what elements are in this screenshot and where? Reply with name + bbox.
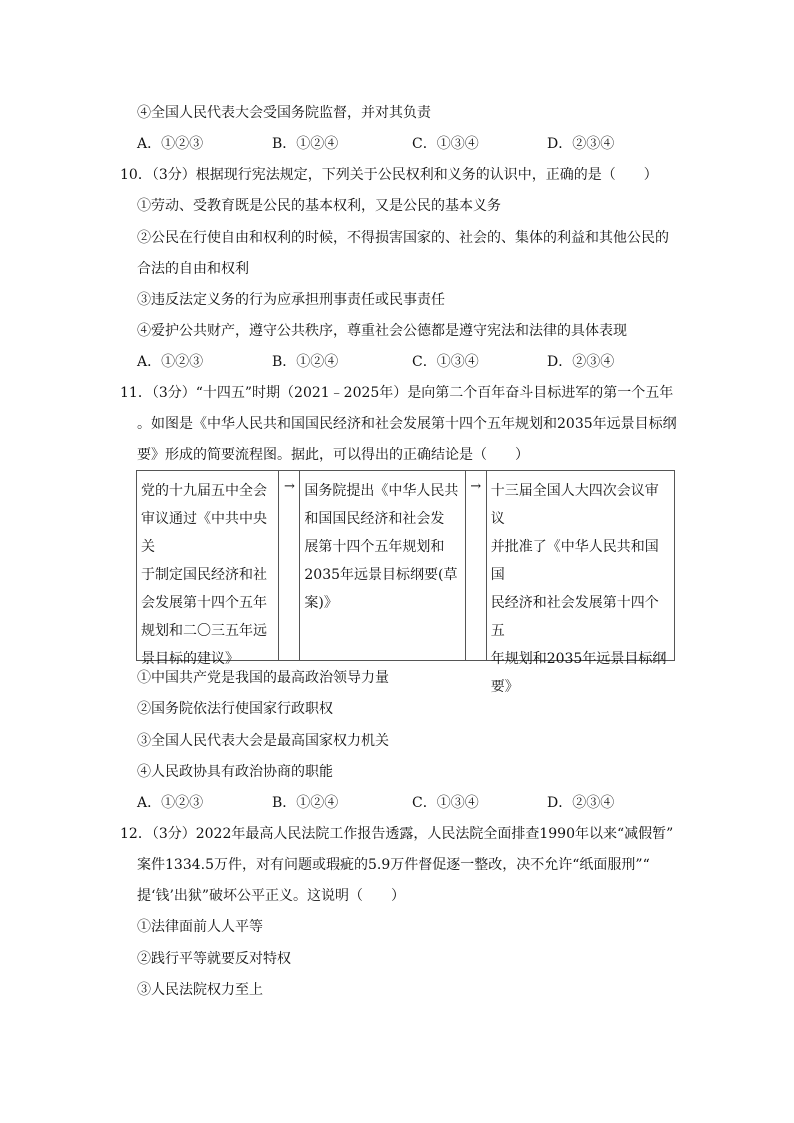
flow-box-1-line: 会发展第十四个五年 — [141, 595, 267, 611]
q10-item-1: ①劳动、受教育既是公民的基本权利，又是公民的基本义务 — [137, 198, 501, 214]
flow-box-2-line: 展第十四个五年规划和 — [304, 539, 445, 555]
flow-box-1-line: 于制定国民经济和社 — [141, 567, 267, 583]
q11-option-c: C．①③④ — [412, 795, 479, 811]
q10-item-2-line-1: ②公民在行使自由和权利的时候，不得损害国家的、社会的、集体的利益和其他公民的 — [137, 230, 669, 246]
q11-item-1: ①中国共产党是我国的最高政治领导力量 — [137, 670, 389, 686]
q11-option-a: A．①②③ — [137, 795, 204, 811]
q10-option-a: A．①②③ — [137, 354, 204, 370]
q12-item-2: ②践行平等就要反对特权 — [137, 951, 291, 967]
q12-item-1: ①法律面前人人平等 — [137, 919, 263, 935]
q9-option-a: A．①②③ — [137, 136, 204, 152]
q10-item-2-line-2: 合法的自由和权利 — [137, 261, 249, 277]
q9-option-d: D．②③④ — [547, 136, 615, 152]
q10-option-c: C．①③④ — [412, 354, 479, 370]
flow-box-3 — [487, 471, 674, 695]
q11-option-d: D．②③④ — [547, 795, 615, 811]
flow-box-2 — [300, 471, 464, 660]
flow-box-2-line: 国务院提出《中华人民共 — [304, 483, 459, 499]
q9-options — [137, 134, 677, 154]
q12-item-3: ③人民法院权力至上 — [137, 982, 263, 998]
flow-box-1-line: 党的十九届五中全会 — [141, 483, 267, 499]
q9-item-4: ④全国人民代表大会受国务院监督，并对其负责 — [137, 105, 431, 121]
q11-stem-line-3: 要》形成的简要流程图。据此，可以得出的正确结论是（ ） — [137, 447, 529, 463]
q10-option-d: D．②③④ — [547, 354, 615, 370]
q12-stem-line-3: 提‘钱’出狱”破坏公平正义。这说明（ ） — [137, 888, 406, 904]
q9-option-b: B．①②④ — [272, 136, 339, 152]
q12-stem-line-2: 案件1334.5万件，对有问题或瑕疵的5.9万件督促逐一整改，决不允许“纸面服刑”“ — [137, 857, 650, 873]
q10-item-3: ③违反法定义务的行为应承担刑事责任或民事责任 — [137, 292, 445, 308]
q11-options — [137, 793, 677, 813]
q10-option-b: B．①②④ — [272, 354, 339, 370]
flow-box-1-line: 审议通过《中共中央关 — [141, 511, 267, 555]
flow-box-1 — [137, 471, 278, 667]
q11-stem-line-2: 。如图是《中华人民共和国国民经济和社会发展第十四个五年规划和2035年远景目标纲 — [137, 416, 677, 432]
q10-item-4: ④爱护公共财产，遵守公共秩序，尊重社会公德都是遵守宪法和法律的具体表现 — [137, 323, 627, 339]
flow-box-1-line: 规划和二〇三五年远 — [141, 623, 267, 639]
flow-box-3-line: 年规划和2035年远景目标纲要》 — [490, 651, 667, 695]
flow-arrow-2: → — [465, 471, 487, 660]
q11-item-3: ③全国人民代表大会是最高国家权力机关 — [137, 733, 389, 749]
flow-box-2-line: 案)》 — [304, 595, 338, 611]
flow-box-3-line: 民经济和社会发展第十四个五 — [490, 595, 659, 639]
q10-options — [137, 352, 677, 372]
q9-option-c: C．①③④ — [412, 136, 479, 152]
flow-box-1-line: 景目标的建议》 — [141, 651, 239, 667]
flow-arrow-1: → — [278, 471, 300, 660]
q10-stem: 10．（3分）根据现行宪法规定，下列关于公民权利和义务的认识中，正确的是（ ） — [120, 167, 658, 183]
q11-option-b: B．①②④ — [272, 795, 339, 811]
flow-box-2-line: 和国国民经济和社会发 — [304, 511, 445, 527]
flow-box-3-line: 并批准了《中华人民共和国国 — [490, 539, 659, 583]
q12-stem-line-1: 12．（3分）2022年最高人民法院工作报告透露，人民法院全面排查1990年以来“减假暂” — [120, 826, 674, 842]
q11-item-4: ④人民政协具有政治协商的职能 — [137, 764, 333, 780]
flow-box-2-line: 2035年远景目标纲要(草 — [304, 567, 458, 583]
q11-item-2: ②国务院依法行使国家行政职权 — [137, 701, 333, 717]
q11-stem-line-1: 11．（3分）“十四五”时期（2021﹣2025年）是向第二个百年奋斗目标进军的第一个五年 — [120, 385, 674, 401]
flow-box-3-line: 十三届全国人大四次会议审议 — [490, 483, 659, 527]
